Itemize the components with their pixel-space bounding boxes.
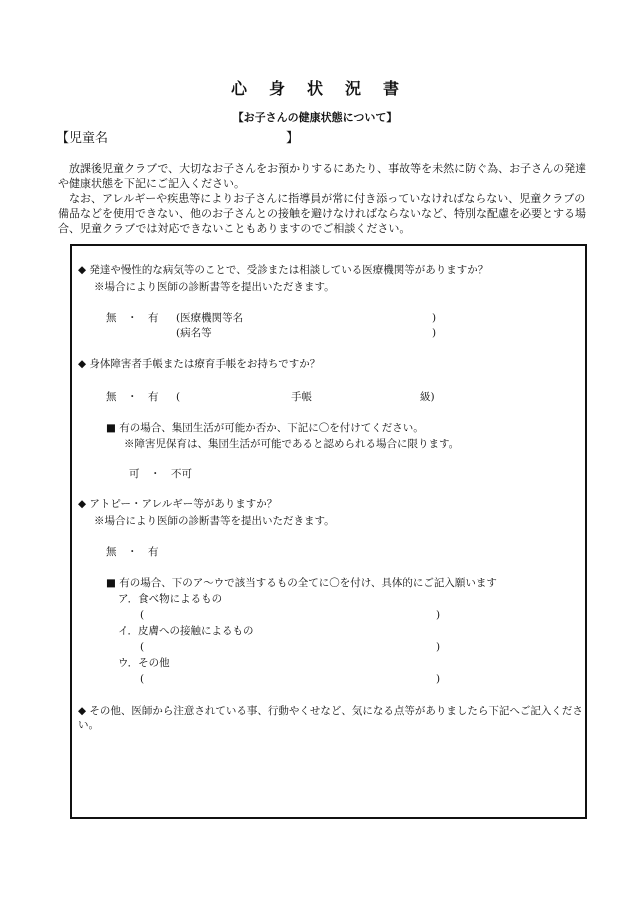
q1-institution-field[interactable]: (医療機関等名 (176, 312, 244, 324)
q2-paren-open: ( (176, 391, 181, 403)
q3-item-i-close: ) (436, 641, 441, 653)
q3-item-i: イ．皮膚への接触によるもの (118, 625, 254, 637)
q3-item-u: ウ．その他 (118, 657, 170, 669)
q2-question: ◆ 身体障害者手帳または療育手帳をお持ちですか？ (78, 358, 321, 370)
q1-question: ◆ 発達や慢性的な病気等のことで、受診または相談している医療機関等がありますか？ (78, 264, 489, 276)
intro-paragraph-2: なお、アレルギーや疾患等によりお子さんに指導員が常に付き添っていなければならない、児童クラブの備品などを使用できない、他のお子さんとの接触を避けなければならないなど、特別な配慮を必要とする場合、児童クラブでは対応できないこともありますのでご相談ください。 (58, 192, 586, 235)
q2-sub-instruction: ■ 有の場合、集団生活が可能か否か、下記に〇を付けてください。 (106, 422, 424, 434)
q2-sub-note: ※障害児保育は、集団生活が可能であると認められる場合に限ります。 (124, 438, 460, 450)
child-name-close-bracket: 】 (286, 131, 300, 146)
q1-choice[interactable]: 無 ・ 有 (106, 312, 159, 324)
q1-note: ※場合により医師の診断書等を提出いただきます。 (94, 281, 335, 293)
q3-item-u-open[interactable]: ( (140, 673, 145, 685)
child-name-label: 【児童名 (56, 131, 109, 146)
q3-item-u-close: ) (436, 673, 441, 685)
q4-answer-area[interactable] (78, 738, 583, 813)
q3-item-i-open[interactable]: ( (140, 641, 145, 653)
intro-paragraph-1: 放課後児童クラブで、大切なお子さんをお預かりするにあたり、事故等を未然に防ぐ為、お子さんの発達や健康状態を下記にご記入ください。 (58, 162, 587, 190)
q2-choice[interactable]: 無 ・ 有 (106, 391, 159, 403)
intro-text (58, 161, 592, 236)
q3-choice[interactable]: 無 ・ 有 (106, 546, 159, 558)
q2-grade-field[interactable]: 級) (420, 391, 435, 403)
child-name-field[interactable] (56, 127, 300, 146)
q3-item-a: ア．食べ物によるもの (118, 593, 223, 605)
q3-item-a-close: ) (436, 609, 441, 621)
q1-institution-close: ) (432, 312, 437, 324)
q4-question: ◆ その他、医師から注意されている事、行動やくせなど、気になる点等がありましたら下記へご記入ください。 (78, 705, 583, 731)
q1-disease-close: ) (432, 327, 437, 339)
q3-item-a-open[interactable]: ( (140, 609, 145, 621)
page-title: 心身状況書 (230, 79, 421, 98)
page-subtitle: 【お子さんの健康状態について】 (232, 111, 398, 124)
q1-disease-field[interactable]: (病名等 (176, 327, 212, 339)
form-box (70, 244, 587, 819)
q3-question: ◆ アトピー・アレルギー等がありますか？ (78, 498, 278, 510)
q3-sub-instruction: ■ 有の場合、下のア～ウで該当するもの全てに〇を付け、具体的にご記入願います (106, 577, 497, 589)
q2-sub-choice[interactable]: 可 ・ 不可 (129, 468, 192, 480)
q2-handbook-field[interactable]: 手帳 (291, 391, 312, 403)
q3-note: ※場合により医師の診断書等を提出いただきます。 (94, 515, 335, 527)
